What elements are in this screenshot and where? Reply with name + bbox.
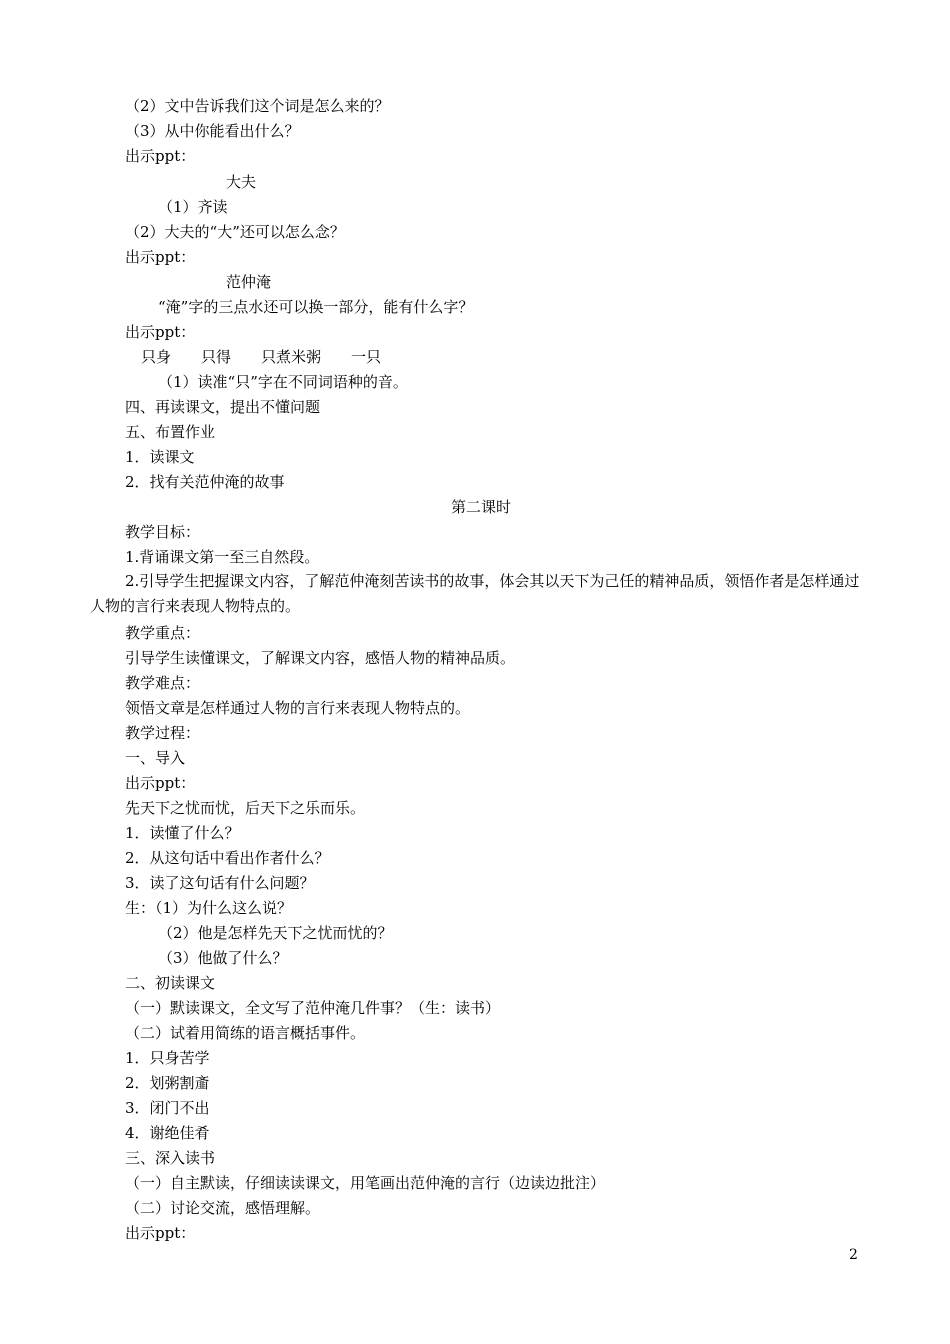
text-line: 1．读课文: [125, 448, 195, 466]
text-line: （二）讨论交流，感悟理解。: [125, 1199, 321, 1217]
text-line: 3．读了这句话有什么问题？: [125, 874, 315, 892]
text-line: （2）大夫的“大”还可以怎么念？: [125, 223, 345, 241]
text-line: 1．读懂了什么？: [125, 824, 240, 842]
text-line: 3．闭门不出: [125, 1099, 210, 1117]
text-line: 三、深入读书: [125, 1149, 216, 1167]
text-line: 2．从这句话中看出作者什么？: [125, 849, 330, 867]
text-line: （一）自主默读，仔细读读课文，用笔画出范仲淹的言行（边读边批注）: [125, 1174, 606, 1192]
text-line: 大夫: [226, 173, 257, 191]
text-line: （3）他做了什么？: [158, 949, 288, 967]
text-line: 4．谢绝佳肴: [125, 1124, 210, 1142]
text-line: 出示ppt：: [125, 774, 196, 792]
text-line: 教学重点：: [125, 624, 201, 642]
text-line: 先天下之忧而忧，后天下之乐而乐。: [125, 799, 366, 817]
text-line: 领悟文章是怎样通过人物的言行来表现人物特点的。: [125, 699, 471, 717]
text-line: 五、布置作业: [125, 423, 216, 441]
text-line: 引导学生读懂课文，了解课文内容，感悟人物的精神品质。: [125, 649, 516, 667]
section-heading: 第二课时: [451, 498, 512, 516]
text-line: 四、再读课文，提出不懂问题: [125, 398, 321, 416]
text-line: 出示ppt：: [125, 1224, 196, 1242]
text-line: 2．找有关范仲淹的故事: [125, 473, 285, 491]
text-line: 教学过程：: [125, 724, 201, 742]
text-line: 一、导入: [125, 749, 186, 767]
text-line: （1）齐读: [158, 198, 228, 216]
text-line: 1．只身苦学: [125, 1049, 210, 1067]
text-line: （2）文中告诉我们这个词是怎么来的？: [125, 97, 390, 115]
text-line: （一）默读课文，全文写了范仲淹几件事？（生：读书）: [125, 999, 501, 1017]
text-line: 2．划粥割齑: [125, 1074, 210, 1092]
text-line: 范仲淹: [226, 273, 272, 291]
text-line: （二）试着用简练的语言概括事件。: [125, 1024, 366, 1042]
text-line: （3）从中你能看出什么？: [125, 122, 300, 140]
text-line: 1.背诵课文第一至三自然段。: [125, 548, 320, 566]
text-line: “淹”字的三点水还可以换一部分，能有什么字？: [158, 298, 474, 316]
text-line: 生：（1）为什么这么说？: [125, 899, 293, 917]
text-line: 出示ppt：: [125, 147, 196, 165]
text-line: 只身 只得 只煮米粥 一只: [141, 348, 382, 366]
page-number: 2: [849, 1247, 858, 1263]
text-line: 二、初读课文: [125, 974, 216, 992]
text-line: 教学难点：: [125, 674, 201, 692]
text-line: （2）他是怎样先天下之忧而忧的？: [158, 924, 393, 942]
text-line: （1）读准“只”字在不同词语种的音。: [158, 373, 408, 391]
text-line: 教学目标：: [125, 523, 201, 541]
text-line: 出示ppt：: [125, 323, 196, 341]
text-paragraph: 2.引导学生把握课文内容，了解范仲淹刻苦读书的故事，体会其以天下为己任的精神品质，领悟作者是怎样通过人物的言行来表现人物特点的。: [90, 572, 860, 615]
text-line: 出示ppt：: [125, 248, 196, 266]
